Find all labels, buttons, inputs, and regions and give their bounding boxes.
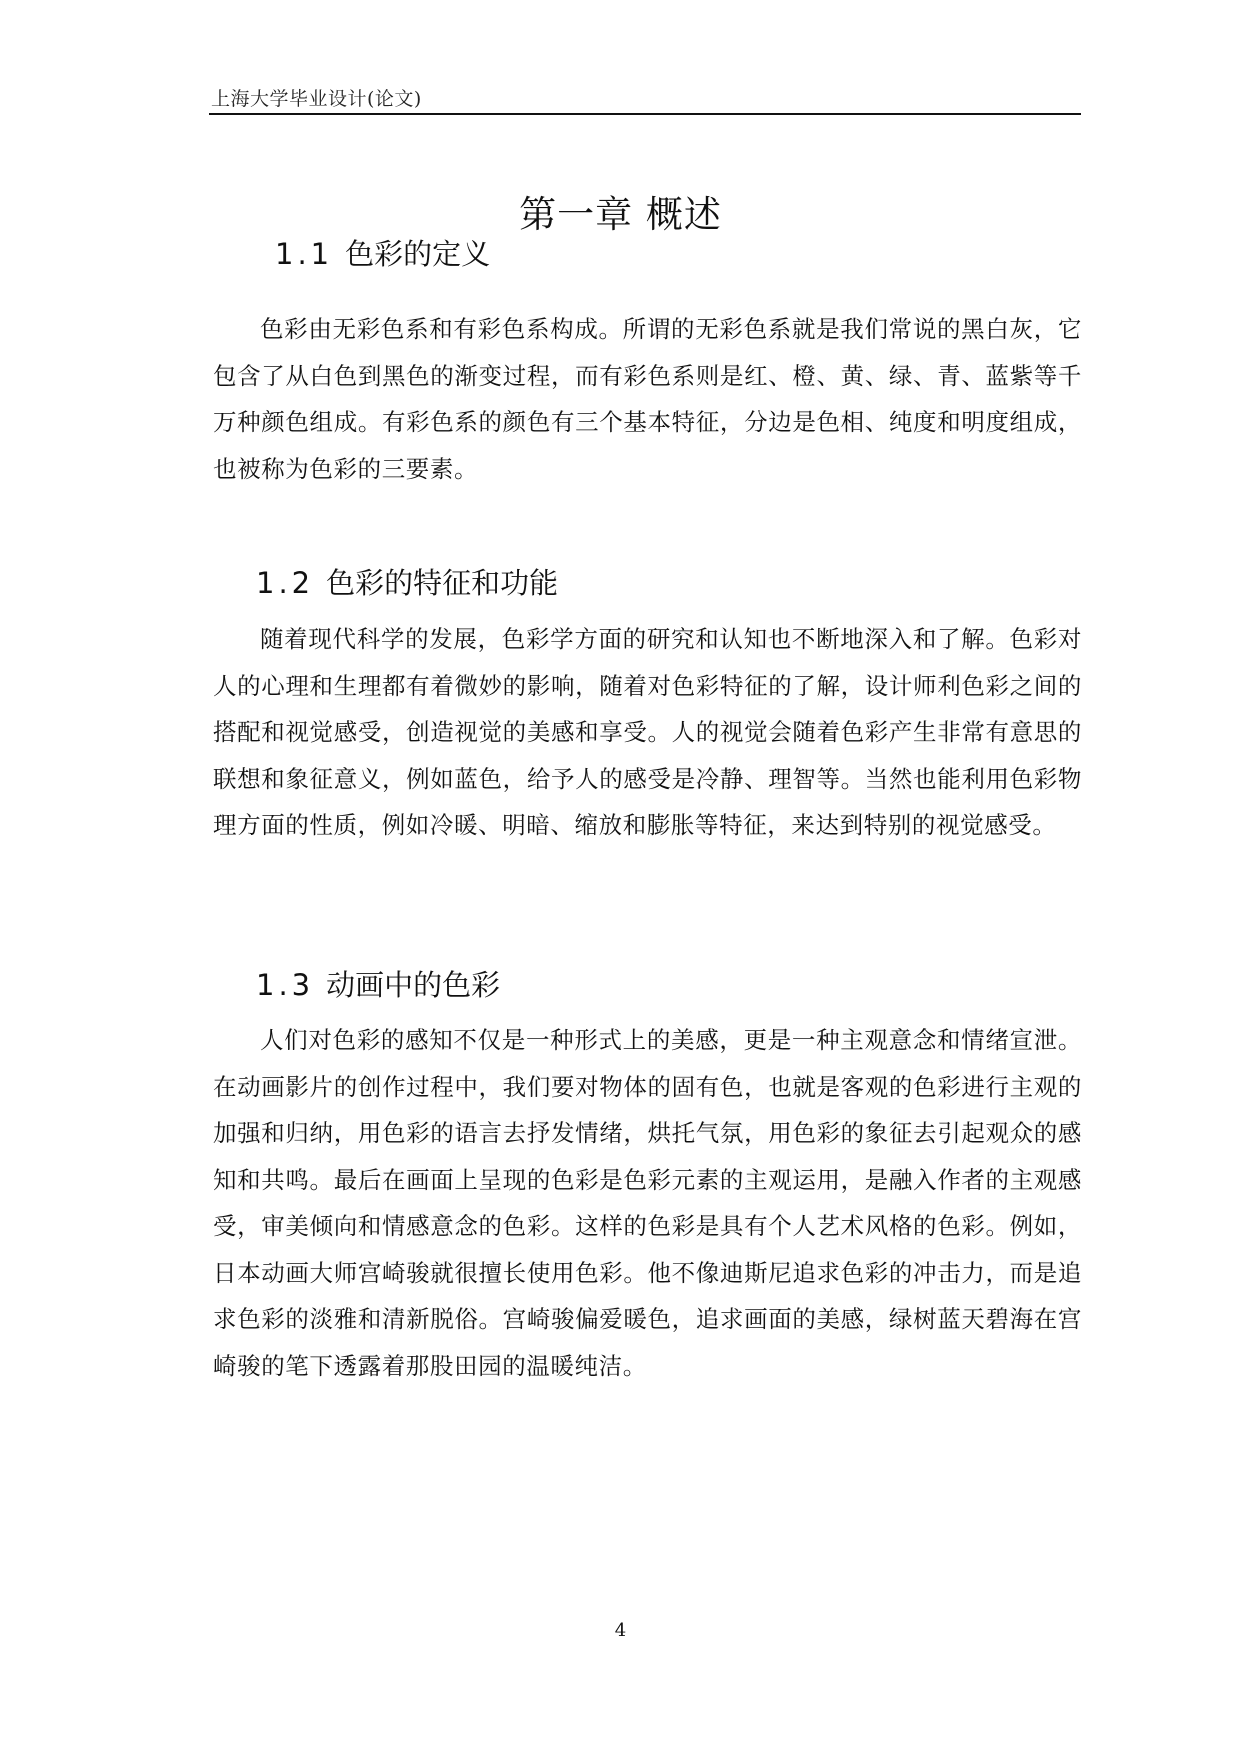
section-paragraph-1-1: 色彩由无彩色系和有彩色系构成。所谓的无彩色系就是我们常说的黑白灰，它包含了从白色到黑色的渐变过程，而有彩色系则是红、橙、黄、绿、青、蓝紫等千万种颜色组成。有彩色系的颜色有三个基本特征，分边是色相、纯度和明度组成，也被称为色彩的三要素。 [213, 315, 1082, 483]
section-heading-1-3 [256, 963, 500, 1004]
running-header: 上海大学毕业设计(论文) [211, 88, 422, 110]
chapter-title: 第一章 概述 [519, 193, 722, 236]
section-number: 1.3 [256, 968, 315, 1002]
section-title: 色彩的定义 [345, 237, 491, 271]
section-number: 1.2 [256, 566, 315, 600]
section-title: 动画中的色彩 [326, 968, 501, 1002]
section-title: 色彩的特征和功能 [326, 566, 559, 600]
header-rule [209, 113, 1081, 115]
section-number: 1.1 [275, 237, 334, 271]
section-paragraph-1-3: 人们对色彩的感知不仅是一种形式上的美感，更是一种主观意念和情绪宣泄。在动画影片的创作过程中，我们要对物体的固有色，也就是客观的色彩进行主观的加强和归纳，用色彩的语言去抒发情绪，烘托气氛，用色彩的象征去引起观众的感知和共鸣。最后在画面上呈现的色彩是色彩元素的主观运用，是融入作者的主观感受，审美倾向和情感意念的色彩。这样的色彩是具有个人艺术风格的色彩。例如，日本动画大师宫崎骏就很擅长使用色彩。他不像迪斯尼追求色彩的冲击力，而是追求色彩的淡雅和清新脱俗。宫崎骏偏爱暖色，追求画面的美感，绿树蓝天碧海在宫崎骏的笔下透露着那股田园的温暖纯洁。 [213, 1026, 1082, 1380]
page-number: 4 [614, 1620, 627, 1641]
section-heading-1-1 [275, 232, 490, 273]
section-paragraph-1-2: 随着现代科学的发展，色彩学方面的研究和认知也不断地深入和了解。色彩对人的心理和生理都有着微妙的影响，随着对色彩特征的了解，设计师利色彩之间的搭配和视觉感受，创造视觉的美感和享受。人的视觉会随着色彩产生非常有意思的联想和象征意义，例如蓝色，给予人的感受是冷静、理智等。当然也能利用色彩物理方面的性质，例如冷暖、明暗、缩放和膨胀等特征，来达到特别的视觉感受。 [213, 625, 1082, 839]
section-heading-1-2 [256, 561, 558, 602]
